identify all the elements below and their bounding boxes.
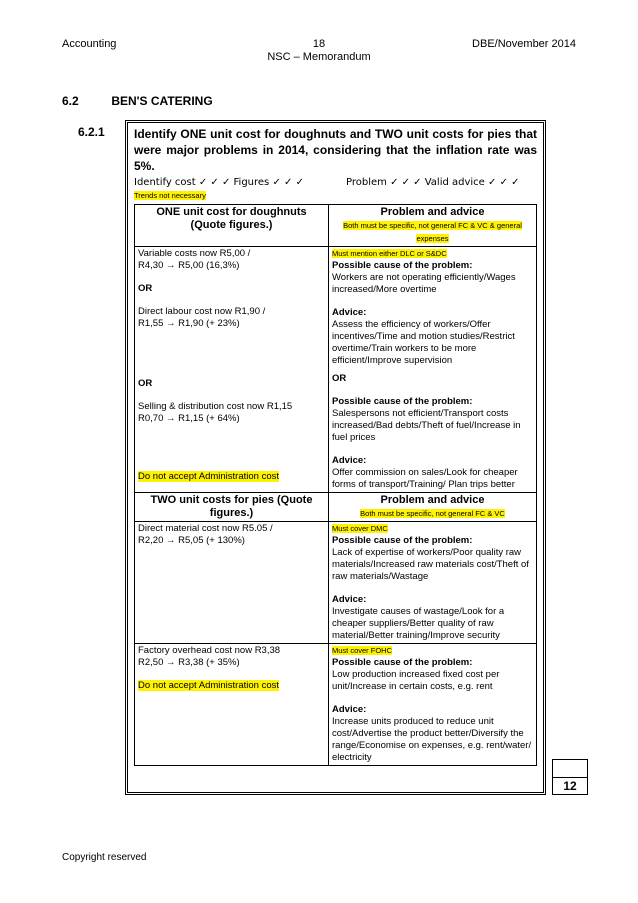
doughnut-not-accept-note: Do not accept Administration cost <box>138 471 279 482</box>
pie-row2-advice-heading: Advice: <box>332 704 367 715</box>
doughnut-or: OR <box>332 373 347 384</box>
pie-item2-figures: R2,50 → R3,38 (+ 35%) <box>138 657 240 668</box>
pie-item1-figures: R2,20 → R5,05 (+ 130%) <box>138 535 245 546</box>
doughnut-advice1: Assess the efficiency of workers/Offer incentives/Time and motion studies/Restrict overtime/Train workers to be more efficient/Improve supervision <box>332 319 515 366</box>
pie-row2-cause-heading: Possible cause of the problem: <box>332 657 473 668</box>
pie-row1-cause-heading: Possible cause of the problem: <box>332 535 473 546</box>
doughnuts-left-cell <box>135 247 329 493</box>
doughnut-item2-title: Direct labour cost now R1,90 / <box>138 306 266 317</box>
doughnut-mention-note: Must mention either DLC or S&DC <box>332 249 447 258</box>
header-page-number: 18 <box>312 38 326 50</box>
doughnut-item3-figures: R0,70 → R1,15 (+ 64%) <box>138 413 240 424</box>
pie-row1-advice-heading: Advice: <box>332 594 367 605</box>
doughnut-advice-heading1: Advice: <box>332 307 367 318</box>
pies-row-2 <box>135 644 537 766</box>
pies-row2-left <box>135 644 329 766</box>
doughnut-advice2: Offer commission on sales/Look for cheaper forms of transport/Training/ Plan trips better <box>332 467 518 490</box>
doughnut-item1-figures: R4,30 → R5,00 (16,3%) <box>138 260 240 271</box>
mark-total: 12 <box>563 779 577 793</box>
doughnuts-right-cell <box>329 247 537 493</box>
header-memo: NSC – Memorandum <box>267 51 371 63</box>
pies-row-1 <box>135 522 537 644</box>
answer-table <box>134 204 537 766</box>
pies-col2-heading: Problem and advice Both must be specific, not general FC & VC <box>329 493 537 522</box>
doughnut-item1-title: Variable costs now R5,00 / <box>138 248 251 259</box>
header-session: DBE/November 2014 <box>472 38 576 50</box>
doughnut-or2: OR <box>138 378 153 389</box>
doughnut-or1: OR <box>138 283 153 294</box>
pies-col1-heading: TWO unit costs for pies (Quote figures.) <box>135 493 329 522</box>
footer-copyright: Copyright reserved <box>62 852 147 863</box>
pie-item1-title: Direct material cost now R5.05 / <box>138 523 273 534</box>
pies-row1-right <box>329 522 537 644</box>
pies-heading-row <box>135 493 537 522</box>
doughnuts-heading-row <box>135 205 537 247</box>
pie-row2-cause: Low production increased fixed cost per unit/Increase in certain costs, e.g. rent <box>332 669 500 692</box>
pie-not-accept-note: Do not accept Administration cost <box>138 680 279 691</box>
header-subject: Accounting <box>62 38 117 50</box>
doughnut-advice-heading2: Advice: <box>332 455 367 466</box>
doughnuts-col1-heading: ONE unit cost for doughnuts (Quote figures.) <box>135 205 329 247</box>
question-number: 6.2.1 <box>78 125 105 139</box>
question-box <box>125 120 546 795</box>
pie-row1-cause: Lack of expertise of workers/Poor quality raw materials/Increased raw materials cost/Theft of raw materials/Wastage <box>332 547 529 582</box>
doughnuts-body-row <box>135 247 537 493</box>
doughnuts-col2-heading: Problem and advice Both must be specific, not general FC & VC & general expenses <box>329 205 537 247</box>
marks-allocation-left: Identify cost ✓ ✓ ✓ Figures ✓ ✓ ✓ <box>134 177 304 188</box>
pie-row1-advice: Investigate causes of wastage/Look for a cheaper suppliers/Better quality of raw material/Better training/Improve security <box>332 606 505 641</box>
section-title <box>62 94 213 108</box>
section-number: 6.2 <box>62 94 79 108</box>
pie-row1-note: Must cover DMC <box>332 524 388 533</box>
section-name: BEN'S CATERING <box>111 94 213 108</box>
doughnut-cause1: Workers are not operating efficiently/Wages increased/More overtime <box>332 272 516 295</box>
mark-total-box <box>552 759 588 795</box>
doughnut-cause-heading2: Possible cause of the problem: <box>332 396 473 407</box>
doughnuts-col2-note: Both must be specific, not general FC & VC & general expenses <box>343 221 522 243</box>
pie-item2-title: Factory overhead cost now R3,38 <box>138 645 281 656</box>
doughnut-item3-title: Selling & distribution cost now R1,15 <box>138 401 293 412</box>
pies-col2-note: Both must be specific, not general FC & VC <box>360 509 505 518</box>
doughnut-item2-figures: R1,55 → R1,90 (+ 23%) <box>138 318 240 329</box>
doughnut-cause-heading: Possible cause of the problem: <box>332 260 473 271</box>
marks-allocation-right: Problem ✓ ✓ ✓ Valid advice ✓ ✓ ✓ <box>346 177 520 188</box>
trends-note: Trends not necessary <box>134 191 206 200</box>
pie-row2-note: Must cover FOHC <box>332 646 393 655</box>
pies-row2-right <box>329 644 537 766</box>
pie-row2-advice: Increase units produced to reduce unit cost/Advertise the product better/Diversify the range/Economise on expenses, e.g. rent/water/ electricity <box>332 716 532 763</box>
question-text: Identify ONE unit cost for doughnuts and TWO unit costs for pies that were major problems in 2014, considering that the inflation rate was 5%. <box>134 127 537 173</box>
doughnut-cause2: Salespersons not efficient/Transport costs increased/Bad debts/Theft of fuel/Increase in fuel prices <box>332 408 521 443</box>
pies-row1-left <box>135 522 329 644</box>
